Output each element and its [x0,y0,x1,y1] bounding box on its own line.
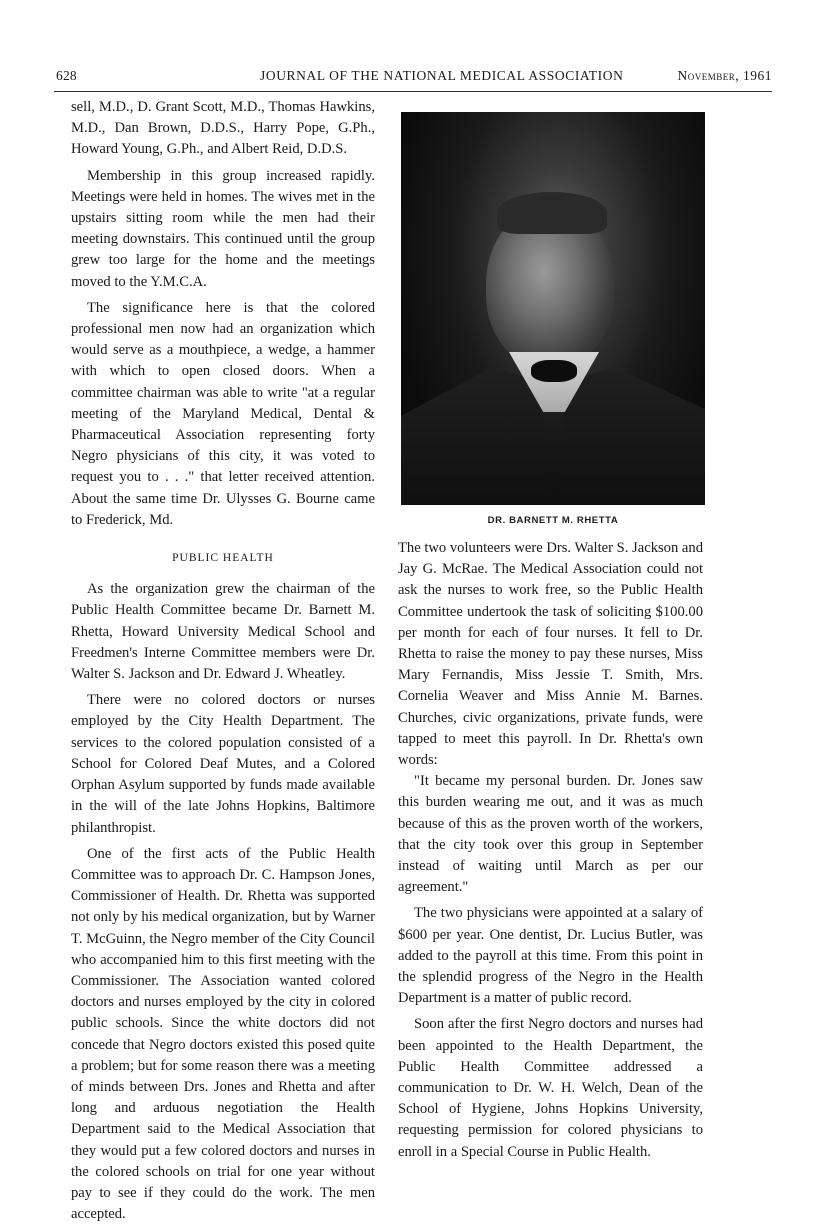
running-header [44,66,772,86]
paragraph: The significance here is that the colored professional men now had an organization which would serve as a mouthpiece, a wedge, a hammer with which to open closed doors. When a committee chairman was able to write "at a regular meeting of the Maryland Medical, Dental & Pharmaceutical Association representing forty Negro physicians of this city, it was voted to request you to . . ." that letter received attention. About the same time Dr. Ulysses G. Bourne came to Frederick, Md. [71,299,375,528]
paragraph: The two volunteers were Drs. Walter S. Jackson and Jay G. McRae. The Medical Association could not ask the nurses to work free, so the Public Health Committee undertook the task of soliciting $100.00 per month for each of four nurses. It fell to Dr. Rhetta to raise the money to pay these nurses, Miss Mary Fernandis, Miss Jessie T. Smith, Mrs. Cornelia Weaver and Miss Annie M. Barnes. Churches, civic organizations, private funds, were tapped to meet this payroll. In Dr. Rhetta's own words: [398,540,703,769]
portrait-bow-tie [531,360,577,382]
paragraph: As the organization grew the chairman of the Public Health Committee became Dr. Barnett M. Rhetta, Howard University Medical School and Freedmen's Interne Committee members were Dr. Walter S. Jackson and Dr. Edward J. Wheatley. [71,581,375,683]
portrait-hair [497,192,607,234]
journal-title: JOURNAL OF THE NATIONAL MEDICAL ASSOCIATION [260,68,624,83]
paragraph: sell, M.D., D. Grant Scott, M.D., Thomas Hawkins, M.D., Dan Brown, D.D.S., Harry Pope, G.Ph., Howard Young, G.Ph., and Albert Reid, D.D.S. [71,99,375,158]
figure-caption: DR. BARNETT M. RHETTA [487,515,619,526]
section-heading: PUBLIC HEALTH [172,552,274,565]
paragraph: The two physicians were appointed at a salary of $600 per year. One dentist, Dr. Lucius Butler, was added to the payroll at this time. From this point in the splendid progress of the Negro in the Health Department is a matter of public record. [398,905,703,1007]
portrait-photo [401,112,705,505]
header-rule [54,91,772,92]
right-column [398,538,703,1163]
left-column [71,97,375,1225]
paragraph: There were no colored doctors or nurses employed by the City Health Department. The services to the colored population consisted of a School for Colored Deaf Mutes, and a Colored Orphan Asylum supported by funds made available in the will of the late Johns Hopkins, Baltimore philanthropist. [71,692,375,836]
issue-date: November, 1961 [677,68,772,83]
quotation: "It became my personal burden. Dr. Jones saw this burden wearing me out, and it was as much because of this as the proven worth of the workers, that the city took over this group in September instead of waiting until March as per our agreement." [398,773,703,896]
paragraph: Soon after the first Negro doctors and nurses had been appointed to the Health Department, the Public Health Committee addressed a communication to Dr. W. H. Welch, Dean of the School of Hygiene, Johns Hopkins University, requesting permission for colored physicians to enroll in a Special Course in Public Health. [398,1016,703,1160]
paragraph: Membership in this group increased rapidly. Meetings were held in homes. The wives met in the upstairs sitting room while the men had their meeting downstairs. This continued until the group grew too large for the home and the meetings moved to the Y.M.C.A. [71,167,375,290]
paragraph: One of the first acts of the Public Health Committee was to approach Dr. C. Hampson Jones, Commissioner of Health. Dr. Rhetta was supported not only by his medical organization, but by Warner T. McGuinn, the Negro member of the City Council who accompanied him to this first meeting with the Commissioner. The Association wanted colored doctors and nurses employed by the city in colored public schools. Since the white doctors did not concede that Negro doctors existed this posed quite a problem; but for some reason there was a meeting of minds between Drs. Jones and Rhetta and after long and arduous negotiation the Health Department said to the Medical Association that they would put a few colored doctors and nurses in the colored schools on trial for one year without pay to see if they could do the work. The men accepted. [71,845,375,1223]
page-number: 628 [56,68,77,83]
